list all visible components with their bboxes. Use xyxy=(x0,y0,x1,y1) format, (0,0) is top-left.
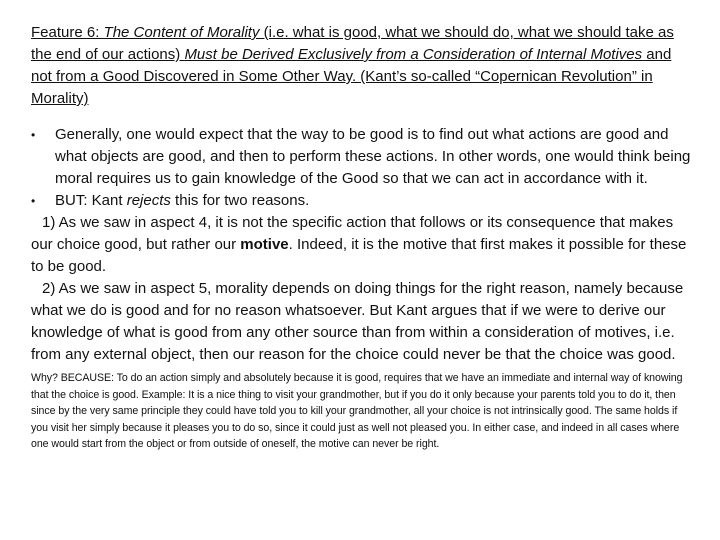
title-middle: (i.e. what is good, what we should do, what we should take as the end of our actions) xyxy=(31,24,674,63)
bullet-text-pre: BUT: Kant xyxy=(55,192,127,209)
bullet-icon: • xyxy=(31,128,36,142)
slide-title xyxy=(31,22,693,110)
reason-1-pre: 1) As we saw in aspect 4, it is not the specific action that follows or its consequence that makes our choice good, but rather our xyxy=(31,214,674,253)
bullet-item xyxy=(31,190,693,212)
bullet-item xyxy=(31,124,693,190)
bullet-text: Generally, one would expect that the way to be good is to find out what actions are good and what objects are good, and then to perform these actions. In other words, one would think being moral requires us to gain knowledge of the Good so that we can act in accordance with it. xyxy=(55,126,691,187)
bullet-text-italic: rejects xyxy=(126,192,171,209)
reason-1-bold-motive: motive xyxy=(240,236,289,253)
title-suffix: and not from a Good Discovered in Some Other Way. (Kant’s so-called “Copernican Revolution” in Morality) xyxy=(31,46,672,107)
slide xyxy=(31,22,693,464)
title-prefix: Feature 6: xyxy=(31,24,104,41)
title-italic-content-of-morality: The Content of Morality xyxy=(103,24,260,41)
reason-2-paragraph: 2) As we saw in aspect 5, morality depends on doing things for the right reason, namely because what we do is good and for no reason whatsoever. But Kant argues that if we were to derive our knowledge of what is good from any other source than from within a consideration of motives, i.e. from any external object, then our reason for the choice could never be that the choice was good. xyxy=(31,280,684,363)
why-note: Why? BECAUSE: To do an action simply and absolutely because it is good, requires that we have an immediate and internal way of knowing that the choice is good. Example: It is a nice thing to visit your grandmother, but if you do it only because your parents told you to do it, then since by the very same principle they could have told you to kill your grandmother, all your choice is not intrinsically good. The same holds if you visit her simply because it pleases you to do so, since it could just as well not pleased you. In either case, and indeed in all cases where one would start from the object or from outside of oneself, the motive can never be right. xyxy=(31,372,683,451)
reason-1-paragraph xyxy=(31,212,693,278)
title-italic-internal-motives: Must be Derived Exclusively from a Consideration of Internal Motives xyxy=(184,46,643,63)
reason-1-post: . Indeed, it is the motive that first makes it possible for these to be good. xyxy=(31,236,687,275)
slide-body xyxy=(31,124,693,453)
bullet-text-post: this for two reasons. xyxy=(170,192,310,209)
bullet-icon: • xyxy=(31,194,36,208)
